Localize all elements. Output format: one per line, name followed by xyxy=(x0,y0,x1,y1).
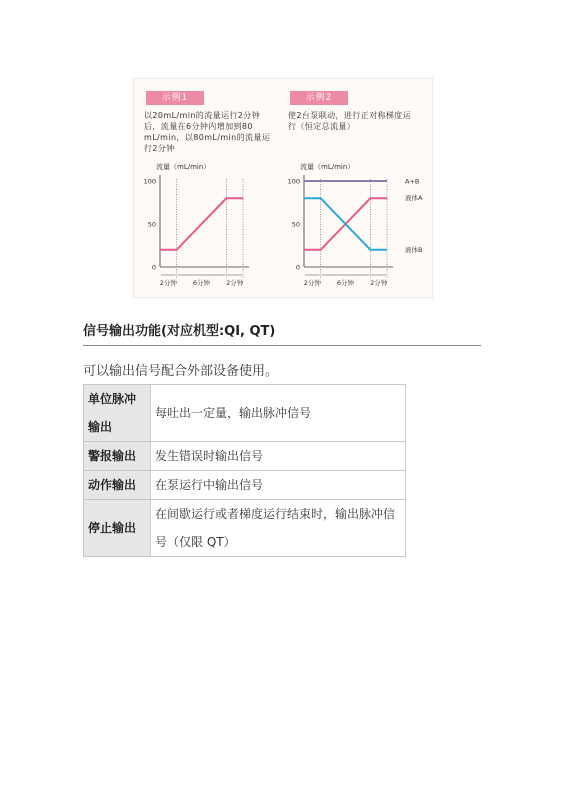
series-line xyxy=(304,198,387,250)
series-line xyxy=(160,198,243,250)
signal-output-table xyxy=(83,384,406,557)
row-value: 在间歇运行或者梯度运行结束时，输出脉冲信号（仅限 QT） xyxy=(151,500,406,557)
row-value: 每吐出一定量，输出脉冲信号 xyxy=(151,385,406,442)
table-row xyxy=(84,500,406,557)
y-tick-label: 50 xyxy=(291,220,300,229)
row-label: 单位脉冲输出 xyxy=(84,385,151,442)
segment-label: 2分钟 xyxy=(226,279,244,287)
table-row xyxy=(84,442,406,471)
segment-label: 2分钟 xyxy=(370,279,388,287)
row-label: 动作输出 xyxy=(84,471,151,500)
y-tick-label: 0 xyxy=(295,263,300,272)
segment-label: 6分钟 xyxy=(192,279,211,287)
example-1-chart xyxy=(134,159,276,294)
y-tick-label: 100 xyxy=(287,177,300,186)
example-figure xyxy=(133,78,433,298)
table-row xyxy=(84,385,406,442)
row-label: 停止输出 xyxy=(84,500,151,557)
series-label: 液体B xyxy=(405,245,423,254)
table-row xyxy=(84,471,406,500)
series-label: A+B xyxy=(405,177,420,186)
example-1 xyxy=(134,79,274,297)
segment-label: 2分钟 xyxy=(159,279,177,287)
example-1-description: 以20mL/min的流量运行2分钟后，流量在6分钟内增加到80 mL/min，以80mL/min的流量运行2分钟 xyxy=(144,111,271,153)
y-tick-label: 50 xyxy=(147,220,156,229)
y-axis-label: 流量（mL/min） xyxy=(156,163,211,171)
y-axis-label: 流量（mL/min） xyxy=(300,163,355,171)
y-tick-label: 0 xyxy=(151,263,156,272)
row-label: 警报输出 xyxy=(84,442,151,471)
segment-label: 2分钟 xyxy=(303,279,321,287)
example-1-tag: 示例1 xyxy=(146,91,204,105)
example-2 xyxy=(280,79,423,297)
row-value: 在泵运行中输出信号 xyxy=(151,471,406,500)
row-value: 发生错误时输出信号 xyxy=(151,442,406,471)
example-2-description: 使2台泵联动，进行正对称梯度运行（恒定总流量） xyxy=(288,111,412,131)
example-2-chart xyxy=(278,159,428,294)
section-title: 信号输出功能(对应机型:QI, QT) xyxy=(83,324,276,339)
title-divider xyxy=(83,345,481,346)
intro-text: 可以输出信号配合外部设备使用。 xyxy=(83,364,279,379)
example-2-tag: 示例2 xyxy=(290,91,348,105)
series-label: 液体A xyxy=(405,194,423,203)
segment-label: 6分钟 xyxy=(336,279,355,287)
y-tick-label: 100 xyxy=(143,177,156,186)
